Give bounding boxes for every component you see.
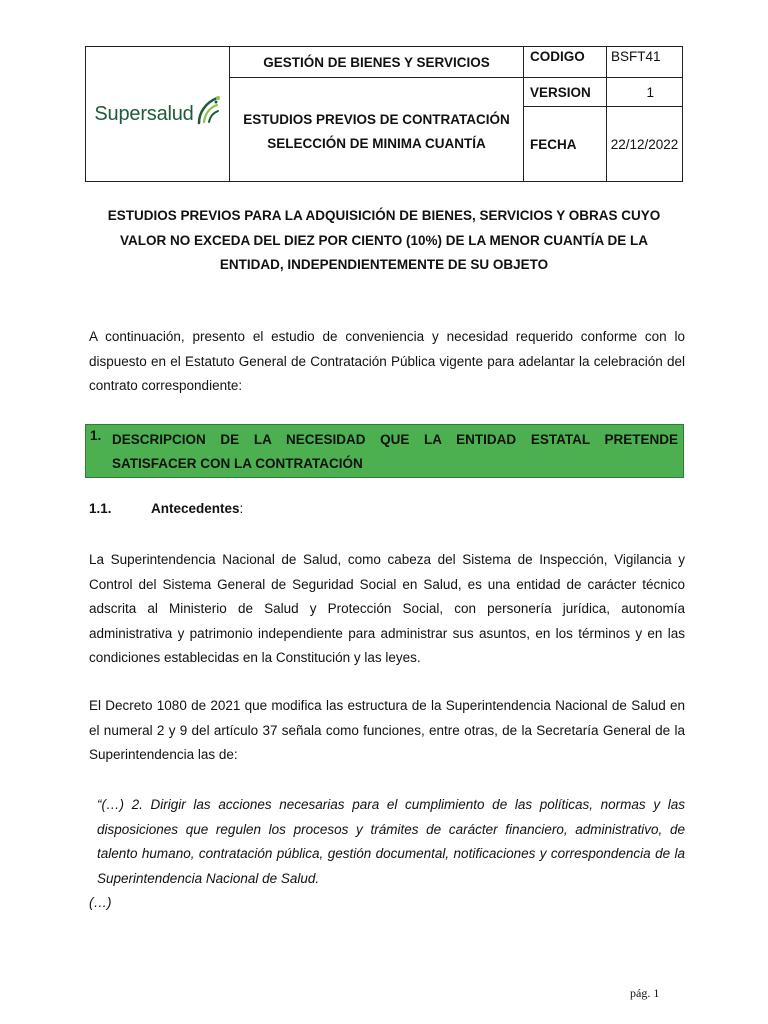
section-1-number: 1. bbox=[90, 428, 102, 443]
code-label: CODIGO bbox=[524, 47, 607, 78]
logo-text: Supersalud bbox=[94, 102, 194, 125]
section-1-title bbox=[112, 428, 678, 476]
subsection-number: 1.1. bbox=[89, 501, 112, 516]
section-1-heading bbox=[85, 424, 684, 478]
document-title-line2: SELECCIÓN DE MINIMA CUANTÍA bbox=[267, 135, 486, 151]
date-label: FECHA bbox=[524, 107, 607, 182]
main-title-line2: VALOR NO EXCEDA DEL DIEZ POR CIENTO (10%) DE LA MENOR CUANTÍA DE LA bbox=[119, 232, 649, 248]
section-1-title-line2: SATISFACER CON LA CONTRATACIÓN bbox=[112, 456, 363, 471]
page-number: pág. 1 bbox=[630, 986, 660, 1000]
decree-paragraph: El Decreto 1080 de 2021 que modifica las estructura de la Superintendencia Nacional de Salud en el numeral 2 y 9 del artículo 37 señala como funciones, entre otras, de la Secretaría General de la Superintendencia las de: bbox=[89, 698, 685, 762]
area-title: GESTIÓN DE BIENES Y SERVICIOS bbox=[230, 47, 524, 78]
subsection-colon: : bbox=[239, 501, 244, 516]
intro-paragraph: A continuación, presento el estudio de conveniencia y necesidad requerido conforme con lo dispuesto en el Estatuto General de Contratación Pública vigente para adelantar la celebración del contrato correspondiente: bbox=[89, 329, 685, 393]
subsection-title bbox=[151, 501, 243, 516]
header-table bbox=[85, 46, 683, 182]
supersalud-logo bbox=[94, 95, 220, 133]
logo-cell bbox=[86, 47, 230, 182]
main-title bbox=[85, 204, 683, 278]
document-title-line1: ESTUDIOS PREVIOS DE CONTRATACIÓN bbox=[243, 111, 510, 127]
main-title-line3: ENTIDAD, INDEPENDIENTEMENTE DE SU OBJETO bbox=[219, 257, 549, 272]
document-title-cell bbox=[230, 78, 524, 182]
date-value: 22/12/2022 bbox=[607, 107, 683, 182]
subsection-title-text: Antecedentes bbox=[151, 501, 240, 516]
quote-text: “(…) 2. Dirigir las acciones necesarias para el cumplimiento de las políticas, normas y las disposiciones que regulen los procesos y trámites de carácter financiero, administrativo, de talento humano, contratación pública, gestión documental, notificaciones y correspondencia de la Superintendencia Nacional de Salud. bbox=[97, 797, 685, 886]
quoted-function bbox=[89, 793, 685, 916]
main-title-line1: ESTUDIOS PREVIOS PARA LA ADQUISICIÓN DE BIENES, SERVICIOS Y OBRAS CUYO bbox=[107, 208, 661, 223]
version-label: VERSION bbox=[524, 78, 607, 107]
code-value: BSFT41 bbox=[607, 47, 683, 78]
supersalud-leaf-icon bbox=[195, 95, 221, 125]
version-value: 1 bbox=[607, 78, 683, 107]
section-1-title-line1: DESCRIPCION DE LA NECESIDAD QUE LA ENTIDAD ESTATAL PRETENDE bbox=[112, 432, 678, 447]
quote-ellipsis: (…) bbox=[89, 895, 112, 910]
background-paragraph: La Superintendencia Nacional de Salud, como cabeza del Sistema de Inspección, Vigilancia y Control del Sistema General de Seguridad Social en Salud, es una entidad de carácter técnico adscrita al Ministerio de Salud y Protección Social, con personería jurídica, autonomía administrativa y patrimonio independiente para administrar sus asuntos, en los términos y en las condiciones establecidas en la Constitución y las leyes. bbox=[89, 552, 685, 665]
